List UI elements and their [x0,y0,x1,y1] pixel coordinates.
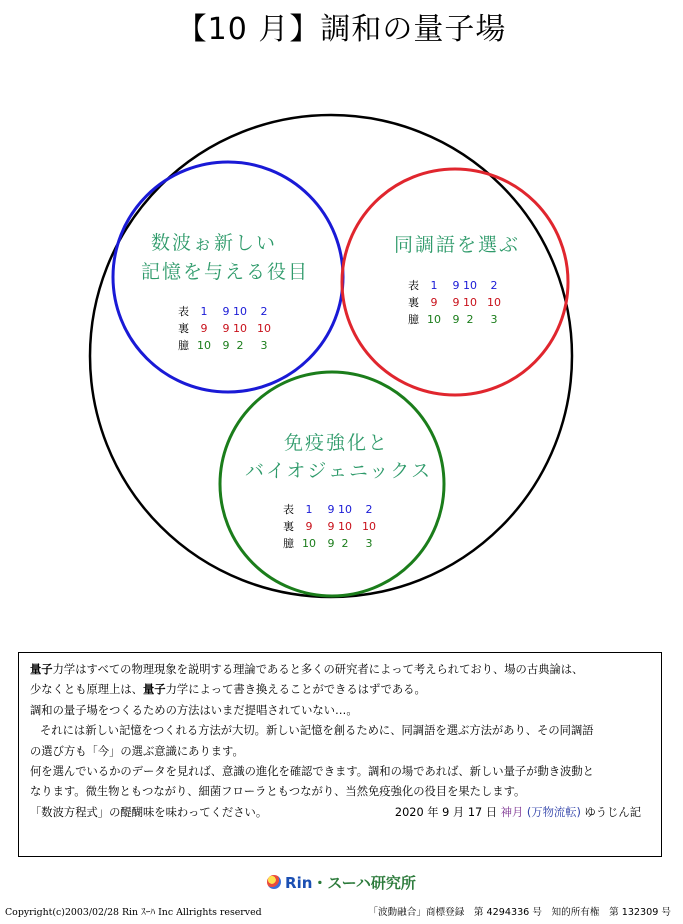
logo-orb-icon [267,875,281,889]
footer-logo [0,872,683,893]
text: 力学はすべての物理現象を説明する理論であると多くの研究者によって考えられており、場の古典論は、 [52,663,584,676]
paragraph-1 [30,660,661,680]
table-cell-value: 2 [490,279,498,292]
table-cell-value: 10 [233,322,247,335]
text: 少なくとも原理上は、 [30,683,143,697]
table-cell-value: 9 [452,296,460,309]
table-cell-value: 10 [463,279,477,292]
circle-bottom [220,372,444,596]
table-row-label: 裏 [408,296,419,309]
left-table [178,304,271,352]
table-cell-value: 1 [430,279,438,292]
bottom-label-line-1: 免疫強化と [284,432,390,454]
left-label-line-1: 数波ぉ新しい [151,232,278,254]
table-cell-value: 9 [305,520,313,533]
table-row-label: 表 [283,503,294,516]
table-cell-value: 10 [338,520,352,533]
table-cell-value: 10 [338,503,352,516]
paragraph-2 [30,680,661,700]
table-row-label: 臆 [408,313,419,326]
table-cell-value: 9 [200,322,208,335]
right-label-line-1: 同調語を選ぶ [394,234,521,256]
table-cell-value: 9 [327,520,335,533]
table-cell-value: 2 [341,537,349,550]
signature-shingetsu: 神月 [500,805,524,819]
text: 「数波方程式」の醍醐味を味わってください。 [30,805,268,819]
table-cell-value: 2 [365,503,373,516]
table-cell-value: 2 [466,313,474,326]
table-cell-value: 10 [197,339,211,352]
text: 力学によって書き換えることができるはずである。 [165,683,426,697]
table-cell-value: 2 [260,305,268,318]
table-cell-value: 10 [463,296,477,309]
table-row-label: 表 [408,279,419,292]
page-title: 【10 月】調和の量子場 [176,12,507,47]
right-table [408,278,501,326]
paragraph-4: それには新しい記憶をつくれる方法が大切。新しい記憶を創るために、同調語を選ぶ方法があり、その同調語 [40,724,594,738]
table-row-label: 臆 [283,537,294,550]
paragraph-3: 調和の量子場をつくるための方法はいまだ提唱されていない…。 [30,703,358,717]
paragraph-7: なります。微生物ともつながり、細菌フローラともつながり、当然免疫強化の役目を果たします。 [30,785,526,799]
signature [395,803,641,823]
table-cell-value: 9 [327,537,335,550]
table-cell-value: 10 [233,305,247,318]
signature-date: 2020 年 9 月 17 日 [394,805,498,819]
table-cell-value: 1 [305,503,313,516]
signature-banbutsu: (万物流転) [526,805,581,819]
paragraph-8 [30,803,661,823]
table-cell-value: 3 [490,313,498,326]
description-box [18,652,662,857]
table-cell-value: 9 [222,305,230,318]
paragraph-6: 何を選んでいるかのデータを見れば、意識の進化を確認できます。調和の場であれば、新しい量子が動き波動と [30,765,594,779]
bold-term: 量子 [142,683,166,697]
bottom-label-line-2: バイオジェニックス [245,460,433,482]
bottom-table [283,502,376,550]
table-cell-value: 10 [257,322,271,335]
table-row-label: 表 [178,305,189,318]
table-row-label: 臆 [178,339,189,352]
table-cell-value: 10 [362,520,376,533]
table-cell-value: 10 [487,296,501,309]
logo-rin: Rin [285,874,313,892]
table-cell-value: 10 [427,313,441,326]
logo-text: ・スーハ研究所 [312,874,416,892]
table-cell-value: 2 [236,339,244,352]
trademark-text: 「波動融合」商標登録 第 4294336 号 知的所有権 第 132309 号 [368,907,671,918]
table-cell-value: 9 [430,296,438,309]
table-cell-value: 3 [365,537,373,550]
table-row-label: 裏 [178,322,189,335]
table-row-label: 裏 [283,520,294,533]
table-cell-value: 9 [222,322,230,335]
paragraph-5: の選び方も「今」の選ぶ意識にあります。 [30,744,244,758]
table-cell-value: 10 [302,537,316,550]
table-cell-value: 3 [260,339,268,352]
table-cell-value: 9 [452,279,460,292]
signature-name: ゆうじん記 [584,805,641,819]
table-cell-value: 9 [452,313,460,326]
copyright-text: Copyright(c)2003/02/28 Rin ｽｰﾊ Inc Allrights reserved [5,907,262,918]
table-cell-value: 1 [200,305,208,318]
bold-term: 量子 [30,663,53,676]
table-cell-value: 9 [327,503,335,516]
table-cell-value: 9 [222,339,230,352]
left-label-line-2: 記憶を与える役目 [141,261,310,283]
